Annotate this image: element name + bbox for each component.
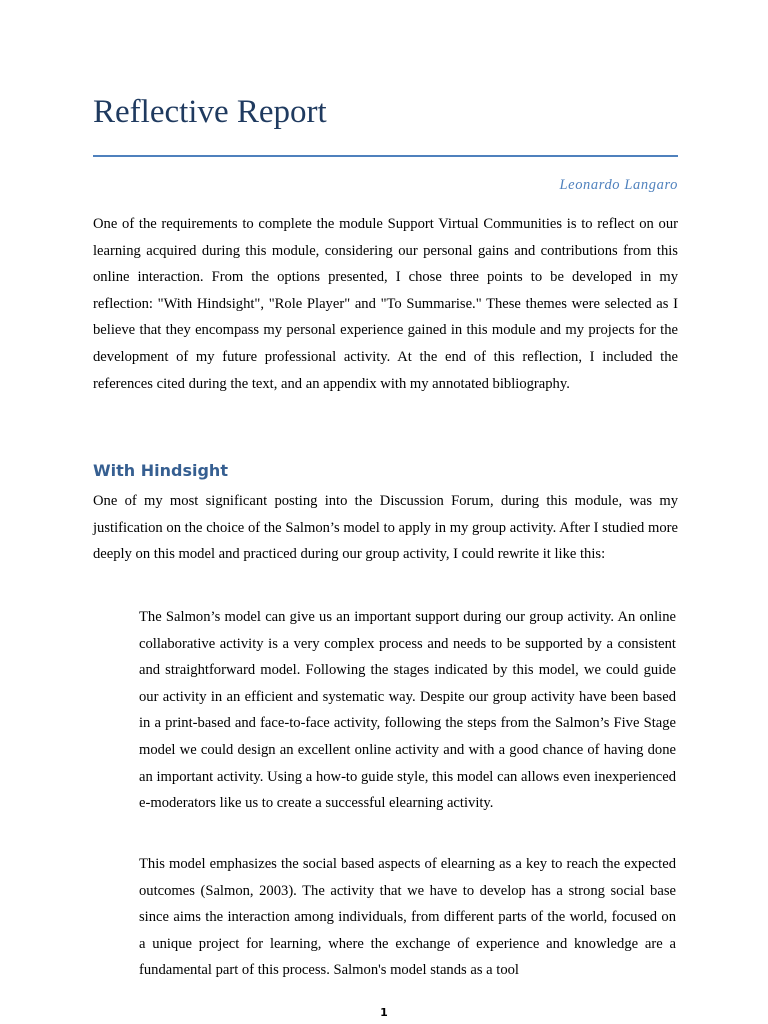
section-paragraph: One of my most significant posting into the Discussion Forum, during this module, was my justification on the choice of the Salmon’s model to apply in my group activity. After I studied more deeply on this model and practiced during our group activity, I could rewrite it like this: [93,493,678,563]
author-name: Leonardo Langaro [559,177,678,193]
quote-paragraph-1: The Salmon’s model can give us an important support during our group activity. An online collaborative activity is a very complex process and needs to be supported by a consistent and straightforward model. Following the stages indicated by this model, we could guide our activity in an efficient and systematic way. Despite our group activity have been based in a print-based and face-to-face activity, following the steps from the Salmon’s Five Stage model we could design an excellent online activity and with a good chance of having done an important activity. Using a how-to guide style, this model can allows even inexperienced e-moderators like us to create a successful elearning activity. [139,609,676,812]
section-heading: With Hindsight [93,461,228,480]
quote-paragraph-2: This model emphasizes the social based aspects of elearning as a key to reach the expected outcomes (Salmon, 2003). The activity that we have to develop has a strong social base since aims the interaction among individuals, from different parts of the world, focused on a unique project for learning, where the exchange of experience and knowledge are a fundamental part of this process. Salmon's model stands as a tool [139,856,676,979]
title-divider [93,155,678,157]
page-number: 1 [380,1006,388,1019]
intro-paragraph: One of the requirements to complete the module Support Virtual Communities is to reflect on our learning acquired during this module, considering our personal gains and contributions from this online interaction. From the options presented, I chose three points to be developed in my reflection: "With Hindsight", "Role Player" and "To Summarise." These themes were selected as I believe that they encompass my personal experience gained in this module and my projects for the development of my future professional activity. At the end of this reflection, I included the references cited during the text, and an appendix with my annotated bibliography. [93,216,678,392]
document-title: Reflective Report [93,94,327,130]
